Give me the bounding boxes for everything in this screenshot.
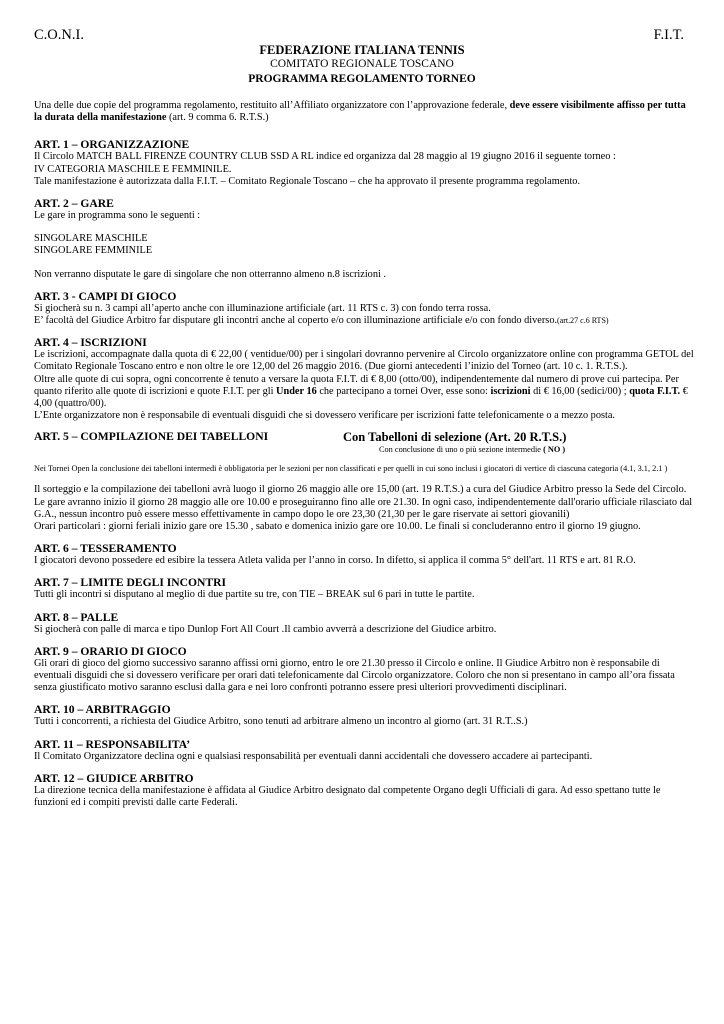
- art6-line1: I giocatori devono possedere ed esibire la tessera Atleta valida per l’anno in corso. In difetto, si applica il comma 5° dell'art. 11 RTS e art. 81 R.O.: [34, 555, 636, 567]
- art2-event-female: SINGOLARE FEMMINILE: [34, 245, 153, 257]
- art5-sub-note: [34, 444, 694, 455]
- art7-heading: ART. 7 – LIMITE DEGLI INCONTRI: [34, 576, 226, 590]
- art4-under16: Under 16: [276, 385, 317, 397]
- art4-p2-text3: di € 16,00 (sedici/00) ;: [530, 385, 630, 397]
- art1-heading: ART. 1 – ORGANIZZAZIONE: [34, 138, 190, 152]
- art12-heading: ART. 12 – GIUDICE ARBITRO: [34, 771, 194, 785]
- intro-ref: (art. 9 comma 6. R.T.S.): [166, 112, 269, 124]
- art4-paragraph2: [34, 374, 694, 411]
- art4-iscrizioni: iscrizioni: [490, 385, 531, 397]
- intro-bold: deve essere visibilmente affisso per tutta la durata della manifestazione: [34, 100, 686, 124]
- art5-paragraph1: Il sorteggio e la compilazione dei tabelloni avrà luogo il giorno 26 maggio alle ore 15,00 (art. 19 R.T.S.) a cura del Giudice Arbitro presso la Sede del Circolo. Le gare avranno inizio il giorno 28 maggio alle ore 10.00 e proseguiranno fino alle ore 21.30. In ogni caso, indipendentemente dall'orario ufficiale rilasciato dal G.A., nessun incontro può essere messo effettivamente in campo dopo le ore 23,30 (21,30 per le gare riservate ai settori giovanili): [34, 484, 693, 520]
- art10-heading: ART. 10 – ARBITRAGGIO: [34, 703, 171, 717]
- art3-line2-ref: (art.27 c.6 RTS): [557, 316, 609, 326]
- art5-sub-text: Con conclusione di uno o più sezione intermedie: [379, 445, 544, 455]
- committee-subtitle: COMITATO REGIONALE TOSCANO: [270, 58, 454, 70]
- art4-paragraph3: L’Ente organizzatore non è responsabile di eventuali disguidi che si dovessero verificare per iscrizioni fatte telefonicamente o a mezzo posta.: [34, 410, 615, 422]
- art5-heading-row: [34, 431, 694, 444]
- art4-paragraph1: Le iscrizioni, accompagnate dalla quota di € 22,00 ( ventidue/00) per i singolari dovranno pervenire al Circolo organizzatore online con programma GETOL del Comitato Regionale Toscano entro e non oltre le ore 12,00 del 26 maggio 2016. (Due giorni antecedenti l’inizio del Torneo (art. 10 c. 1. R.T.S.).: [34, 349, 694, 373]
- intro-text: Una delle due copie del programma regolamento, restituito all’Affiliato organizzatore con l’approvazione federale,: [34, 100, 510, 111]
- header-right-fit: F.I.T.: [653, 27, 684, 43]
- intro-paragraph: [34, 100, 694, 124]
- art2-event-male: SINGOLARE MASCHILE: [34, 233, 148, 245]
- art3-line2-text: E’ facoltà del Giudice Arbitro far disputare gli incontri anche al coperto e/o con illuminazione artificiale e/o con fondo diverso.: [34, 315, 558, 327]
- art8-heading: ART. 8 – PALLE: [34, 610, 119, 624]
- art10-line1: Tutti i concorrenti, a richiesta del Giudice Arbitro, sono tenuti ad arbitrare almeno un incontro al giorno (art. 31 R.T..S.): [34, 716, 528, 728]
- document-body: [34, 100, 694, 809]
- art4-p2-text: Oltre alle quote di cui sopra, ogni concorrente è tenuto a versare la quota F.I.T. di € 8,00 (otto/00), indipendentemente dal numero di prove cui partecipa. Per quanto riferito alle quote di iscrizioni e quote F.I.T. per gli: [34, 373, 679, 397]
- art6-heading: ART. 6 – TESSERAMENTO: [34, 542, 177, 556]
- art4-quota-fit: quota F.I.T.: [629, 385, 681, 397]
- art4-p2-text4: € 4,00 (quattro/00).: [34, 385, 688, 410]
- art1-line2: IV CATEGORIA MASCHILE E FEMMINILE.: [34, 163, 232, 175]
- federation-title: FEDERAZIONE ITALIANA TENNIS: [259, 43, 465, 57]
- header-left-coni: C.O.N.I.: [34, 27, 84, 43]
- art1-line3: Tale manifestazione è autorizzata dalla F.I.T. – Comitato Regionale Toscano – che ha approvato il presente programma regolamento.: [34, 175, 581, 187]
- art7-line1: Tutti gli incontri si disputano al meglio di due partite su tre, con TIE – BREAK sul 6 pari in tutte le partite.: [34, 589, 475, 601]
- art5-sub-answer: ( NO ): [543, 445, 566, 455]
- art2-line1: Le gare in programma sono le seguenti :: [34, 210, 201, 222]
- art11-line1: Il Comitato Organizzatore declina ogni e qualsiasi responsabilità per eventuali danni accidentali che dovessero accadere ai partecipanti.: [34, 750, 593, 762]
- art5-paragraph2: Orari particolari : giorni feriali inizio gare ore 15.30 , sabato e domenica inizio gare ore 10.00. Le finali si concluderanno entro il giorno 19 giugno.: [34, 521, 641, 533]
- art2-heading: ART. 2 – GARE: [34, 197, 114, 211]
- art12-paragraph: La direzione tecnica della manifestazione è affidata al Giudice Arbitro designato dal competente Organo degli Ufficiali di gara. Ad esso spettano tutte le funzioni ed i compiti previsti dalle carte Federali.: [34, 784, 661, 809]
- art5-heading: ART. 5 – COMPILAZIONE DEI TABELLONI: [34, 430, 269, 444]
- art4-p2-text2: che partecipano a tornei Over, esse sono:: [316, 385, 491, 397]
- art11-heading: ART. 11 – RESPONSABILITA’: [34, 737, 191, 751]
- art5-selection-type: Con Tabelloni di selezione (Art. 20 R.T.S.): [343, 430, 567, 445]
- art2-line2: Non verranno disputate le gare di singolare che non otterranno almeno n.8 iscrizioni .: [34, 268, 386, 280]
- art3-line1: Si giocherà su n. 3 campi all’aperto anche con illuminazione artificiale (art. 11 RTS c. 3) con fondo terra rossa.: [34, 302, 491, 314]
- art9-heading: ART. 9 – ORARIO DI GIOCO: [34, 644, 187, 658]
- art3-line2: [34, 315, 694, 327]
- art3-heading: ART. 3 - CAMPI DI GIOCO: [34, 289, 177, 303]
- document-title: PROGRAMMA REGOLAMENTO TORNEO: [248, 73, 476, 85]
- art5-open-note: Nei Tornei Open la conclusione dei tabelloni intermedi è obbligatoria per le sezioni per non classificati e per quelli in cui sono inclusi i giocatori di vertice di ciascuna categoria (4.1, 3.1, 2.1 ): [34, 464, 668, 474]
- art9-paragraph: Gli orari di gioco del giorno successivo saranno affissi orni giorno, entro le ore 21.30 presso il Circolo e online. Il Giudice Arbitro non è responsabile di eventuali disguidi che si dovessero verificare per orari dati telefonicamente dal Circolo organizzatore. Coloro che non si presentano in campo all’ora fissata senza giustificato motivo saranno esclusi dalla gara e nei loro confronti potranno essere presi ulteriori provvedimenti disciplinari.: [34, 657, 675, 694]
- art4-heading: ART. 4 – ISCRIZIONI: [34, 336, 147, 350]
- art8-line1: Si giocherà con palle di marca e tipo Dunlop Fort All Court .Il cambio avverrà a descrizione del Giudice arbitro.: [34, 623, 497, 635]
- art1-line1: Il Circolo MATCH BALL FIRENZE COUNTRY CLUB SSD A RL indice ed organizza dal 28 maggio al 19 giugno 2016 il seguente torneo :: [34, 151, 616, 163]
